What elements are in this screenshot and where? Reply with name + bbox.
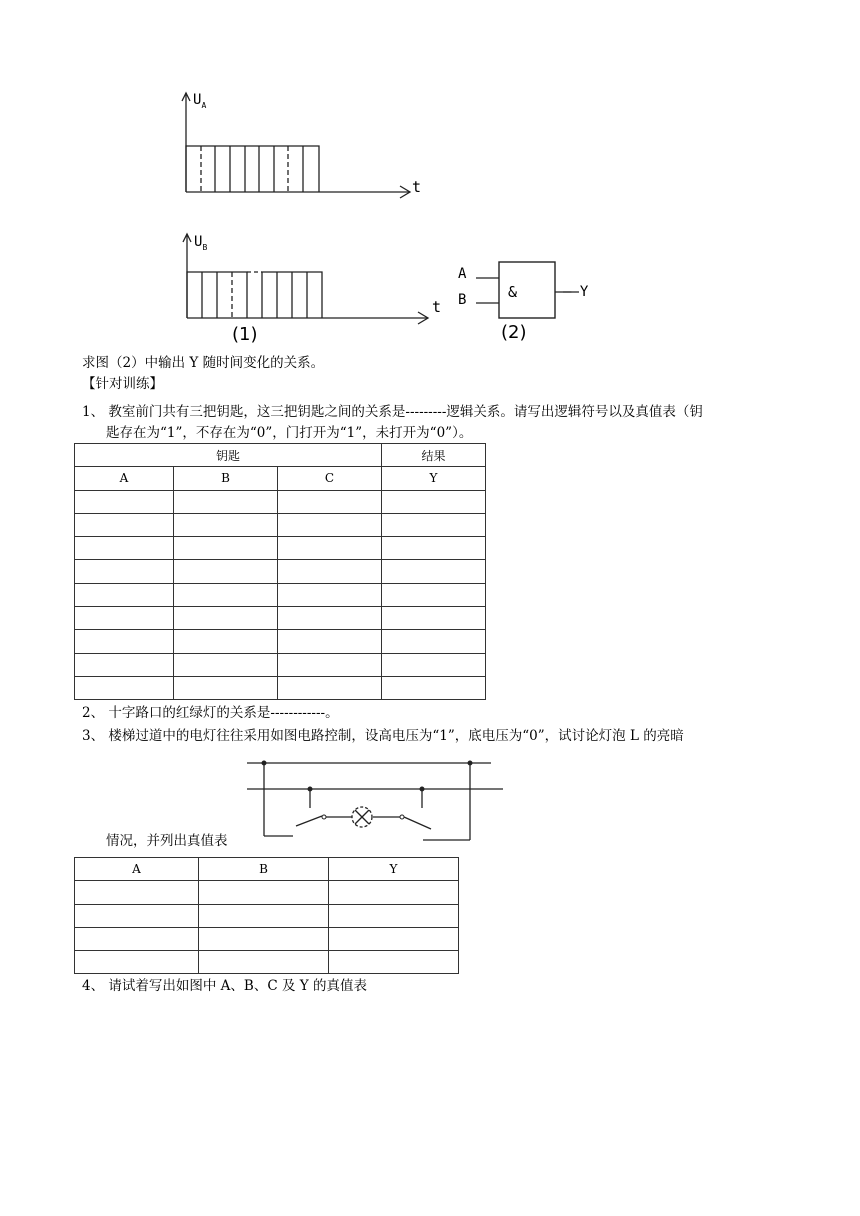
truth-table-staircase xyxy=(74,857,459,974)
table-group-header: 钥匙 xyxy=(75,444,382,467)
table-cell[interactable] xyxy=(329,951,459,974)
table-cell[interactable] xyxy=(75,904,199,927)
column-header: Y xyxy=(329,858,459,881)
column-header: B xyxy=(199,858,329,881)
table-group-header: 结果 xyxy=(382,444,486,467)
table-cell[interactable] xyxy=(75,881,199,904)
table-row xyxy=(75,904,459,927)
gate-input-a: A xyxy=(458,266,467,282)
gate-and-symbol: & xyxy=(508,283,518,301)
figure1-caption: (1) xyxy=(232,324,258,345)
column-header: B xyxy=(174,467,278,490)
column-header: A xyxy=(75,858,199,881)
column-header: A xyxy=(75,467,174,490)
table-cell[interactable] xyxy=(75,951,199,974)
gate-input-b: B xyxy=(458,292,467,308)
ub-time-label: t xyxy=(432,298,442,316)
table-cell[interactable] xyxy=(199,881,329,904)
q4-text: 4、 请试着写出如图中 A、B、C 及 Y 的真值表 xyxy=(82,978,367,994)
column-header: Y xyxy=(382,467,486,490)
ua-axis-label: $U_A$ xyxy=(193,92,207,110)
q3-line1: 3、 楼梯过道中的电灯往往采用如图电路控制，设高电压为“1”，底电压为“0”，试讨论灯泡 L 的亮暗 xyxy=(82,728,684,744)
q2-text: 2、 十字路口的红绿灯的关系是------------。 xyxy=(82,705,339,721)
question-text: 求图（2）中输出 Y 随时间变化的关系。 xyxy=(82,355,325,371)
table-row xyxy=(75,858,459,881)
table-cell[interactable] xyxy=(199,927,329,950)
column-header: C xyxy=(278,467,382,490)
table-cell[interactable] xyxy=(329,904,459,927)
table-cell[interactable] xyxy=(199,904,329,927)
table-cell[interactable] xyxy=(75,927,199,950)
q1-line2: 匙存在为“1”，不存在为“0”，门打开为“1”，未打开为“0”）。 xyxy=(106,425,473,441)
table-cell[interactable] xyxy=(329,927,459,950)
section-heading: 【针对训练】 xyxy=(82,376,163,392)
figure2-caption: (2) xyxy=(501,322,527,343)
table-row xyxy=(75,951,459,974)
table-row xyxy=(75,881,459,904)
table-cell[interactable] xyxy=(199,951,329,974)
gate-output-y: — Y xyxy=(563,284,589,300)
table-cell[interactable] xyxy=(329,881,459,904)
q1-line1: 1、 教室前门共有三把钥匙，这三把钥匙之间的关系是---------逻辑关系。请写出逻辑符号以及真值表（钥 xyxy=(82,404,703,420)
q3-line2: 情况，并列出真值表 xyxy=(106,833,228,849)
table-row xyxy=(75,927,459,950)
ua-time-label: t xyxy=(412,178,422,196)
ub-axis-label: $U_B$ xyxy=(194,234,208,252)
